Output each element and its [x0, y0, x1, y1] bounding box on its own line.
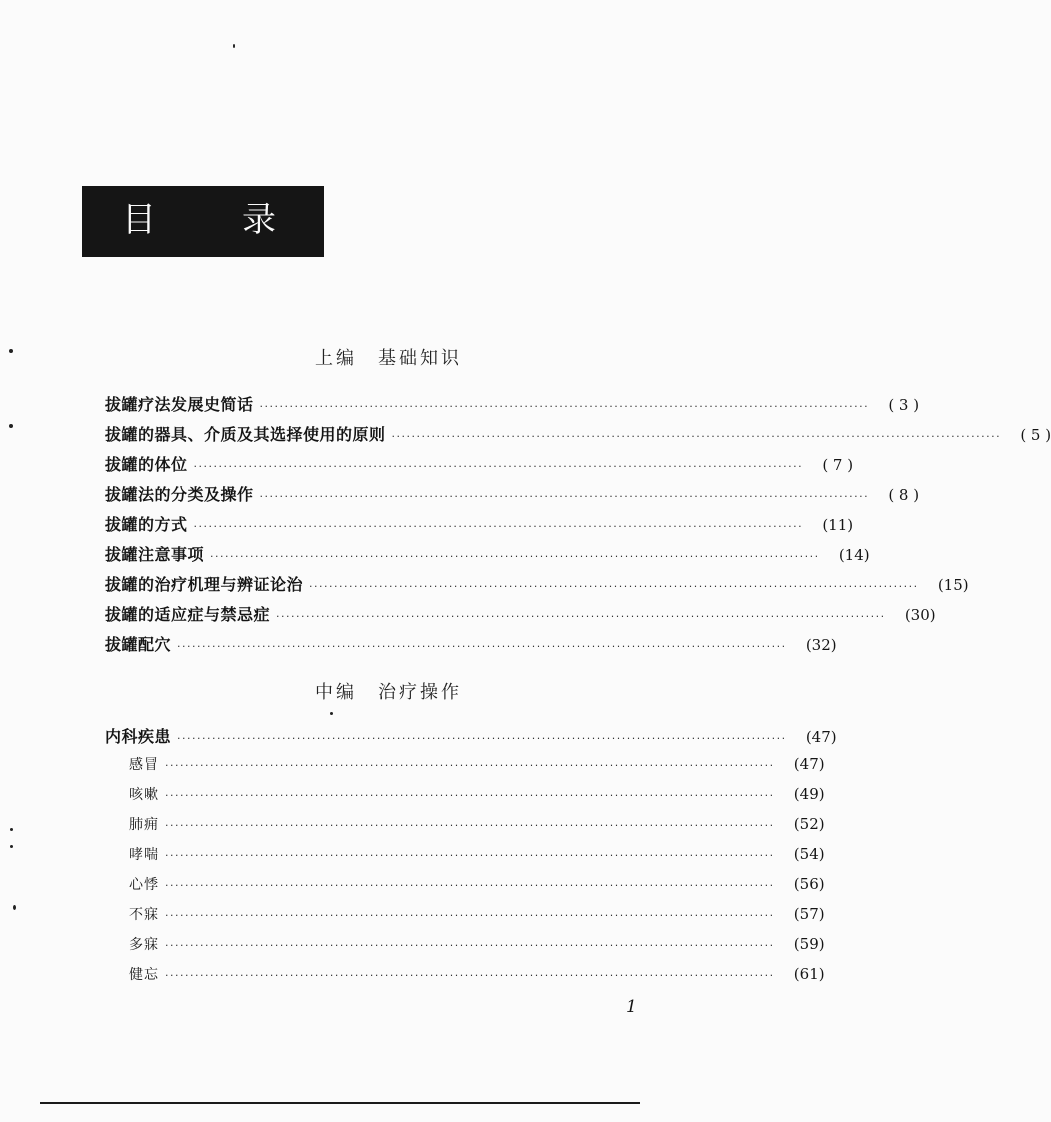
- leader-dots: ··························································································································: [210, 550, 820, 563]
- toc-subentry[interactable]: [105, 814, 825, 836]
- leader-dots: ··························································································································: [391, 430, 1002, 443]
- leader-dots: ··························································································································: [276, 610, 886, 623]
- leader-dots: ··························································································································: [165, 789, 775, 802]
- leader-dots: ··························································································································: [259, 400, 870, 413]
- toc-entry-label: 拔罐的方式: [105, 515, 188, 534]
- scan-speck: [330, 712, 333, 715]
- toc-entry-page: (11): [822, 516, 854, 534]
- toc-entry[interactable]: [105, 392, 920, 414]
- page-number: 1: [626, 997, 637, 1017]
- toc-entry-page: (57): [793, 905, 825, 923]
- toc-entry-label: 拔罐配穴: [105, 635, 172, 654]
- toc-entry-label: 拔罐法的分类及操作: [105, 485, 254, 504]
- leader-dots: ··························································································································: [165, 819, 775, 832]
- scan-speck: [13, 905, 16, 910]
- toc-subentry-label: 哮喘: [129, 847, 159, 863]
- leader-dots: ··························································································································: [309, 580, 919, 593]
- toc-subentry[interactable]: [105, 904, 825, 926]
- section-heading-treatment: 中编 治疗操作: [315, 682, 462, 703]
- toc-entry[interactable]: [105, 422, 1051, 444]
- toc-subentry-label: 多寐: [129, 937, 159, 953]
- scan-speck: [9, 424, 13, 428]
- leader-dots: ··························································································································: [165, 759, 775, 772]
- toc-entry-page: (54): [793, 845, 825, 863]
- toc-entry-page: ( 3 ): [888, 396, 920, 414]
- toc-entry-page: (30): [904, 606, 936, 624]
- toc-entry-page: (56): [793, 875, 825, 893]
- toc-entry-label: 拔罐疗法发展史简话: [105, 395, 254, 414]
- toc-entry[interactable]: [105, 452, 854, 474]
- leader-dots: ··························································································································: [165, 969, 775, 982]
- toc-subentry[interactable]: [105, 874, 825, 896]
- toc-entry[interactable]: [105, 632, 837, 654]
- leader-dots: ··························································································································: [165, 879, 775, 892]
- toc-entry[interactable]: [105, 724, 837, 746]
- toc-subentry[interactable]: [105, 964, 825, 986]
- toc-entry-page: (32): [805, 636, 837, 654]
- toc-entry-page: (47): [793, 755, 825, 773]
- toc-entry-page: (47): [805, 728, 837, 746]
- toc-subentry-label: 咳嗽: [129, 787, 159, 803]
- toc-entry-page: (61): [793, 965, 825, 983]
- leader-dots: ··························································································································: [165, 849, 775, 862]
- toc-subentry[interactable]: [105, 754, 825, 776]
- leader-dots: ··························································································································: [193, 460, 804, 473]
- toc-entry-page: (59): [793, 935, 825, 953]
- toc-entry[interactable]: [105, 512, 854, 534]
- toc-entry-page: ( 7 ): [822, 456, 854, 474]
- toc-entry-label: 拔罐的适应症与禁忌症: [105, 605, 271, 624]
- toc-subentry-label: 心悸: [129, 877, 159, 893]
- leader-dots: ··························································································································: [193, 520, 804, 533]
- toc-entry[interactable]: [105, 572, 969, 594]
- toc-entry-label: 拔罐的体位: [105, 455, 188, 474]
- scan-speck: [10, 828, 13, 831]
- toc-entry-label: 拔罐的治疗机理与辨证论治: [105, 575, 304, 594]
- leader-dots: ··························································································································: [165, 909, 775, 922]
- title-char-right: 录: [242, 200, 276, 240]
- leader-dots: ··························································································································: [177, 640, 787, 653]
- toc-subentry-label: 不寐: [129, 907, 159, 923]
- toc-entry-label: 内科疾患: [105, 727, 172, 746]
- toc-entry[interactable]: [105, 542, 870, 564]
- footer-rule: [40, 1102, 640, 1104]
- toc-subentry-label: 感冒: [129, 757, 159, 773]
- scan-speck: [233, 44, 235, 48]
- leader-dots: ··························································································································: [177, 732, 787, 745]
- toc-subentry[interactable]: [105, 844, 825, 866]
- toc-entry-page: ( 8 ): [888, 486, 920, 504]
- toc-entry-page: (49): [793, 785, 825, 803]
- toc-entry-label: 拔罐的器具、介质及其选择使用的原则: [105, 425, 386, 444]
- toc-subentry-label: 健忘: [129, 967, 159, 983]
- toc-entry-page: ( 5 ): [1020, 426, 1051, 444]
- toc-entry-label: 拔罐注意事项: [105, 545, 205, 564]
- toc-entry[interactable]: [105, 482, 920, 504]
- leader-dots: ··························································································································: [259, 490, 870, 503]
- toc-subentry[interactable]: [105, 784, 825, 806]
- toc-entry-page: (52): [793, 815, 825, 833]
- contents-title-block: [82, 186, 324, 257]
- toc-entry[interactable]: [105, 602, 936, 624]
- section-heading-basics: 上编 基础知识: [315, 348, 462, 369]
- scan-speck: [10, 845, 13, 848]
- toc-entry-page: (15): [937, 576, 969, 594]
- toc-subentry[interactable]: [105, 934, 825, 956]
- leader-dots: ··························································································································: [165, 939, 775, 952]
- toc-entry-page: (14): [838, 546, 870, 564]
- title-char-left: 目: [122, 200, 156, 240]
- toc-subentry-label: 肺痈: [129, 817, 159, 833]
